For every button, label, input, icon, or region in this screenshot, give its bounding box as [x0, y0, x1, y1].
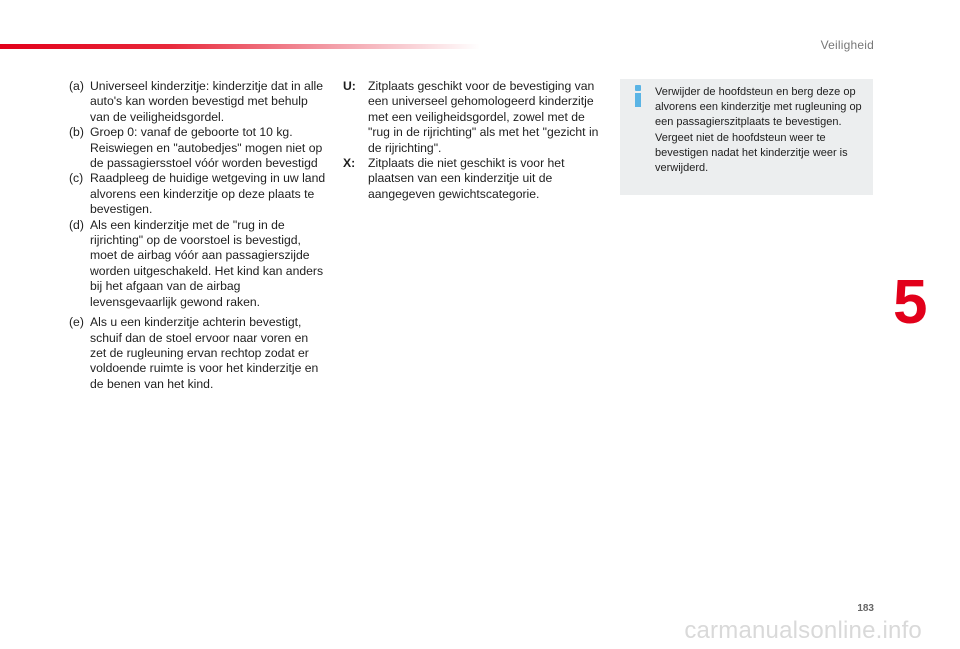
footnote-item [69, 218, 327, 310]
footnote-tag: (b) [69, 125, 84, 140]
legend-text: Zitplaats die niet geschikt is voor het plaatsen van een kinderzitje uit de aangegeven gewichtscategorie. [368, 156, 565, 201]
footnote-text: Raadpleeg de huidige wetgeving in uw land alvorens een kinderzitje op deze plaats te bevestigen. [90, 171, 326, 217]
legend-item [343, 79, 601, 156]
footnote-item [69, 315, 327, 392]
page-number: 183 [857, 603, 874, 614]
watermark: carmanualsonline.info [684, 617, 922, 644]
legend-tag: X: [343, 156, 356, 171]
footnote-tag: (e) [69, 315, 84, 330]
footnote-text: Groep 0: vanaf de geboorte tot 10 kg. Reiswiegen en "autobedjes" mogen niet op de passagiersstoel vóór worden bevestigd [90, 125, 323, 171]
chapter-number: 5 [893, 268, 928, 337]
header-accent-bar [0, 44, 480, 49]
legend-tag: U: [343, 79, 356, 93]
footnote-item [69, 79, 327, 125]
legend-column [343, 79, 601, 202]
footnote-text: Als een kinderzitje met de "rug in de rijrichting" op de voorstoel is bevestigd, moet de airbag vóór aan passagierszijde worden uitgeschakeld. Het kind kan anders bij het afgaan van de airbag levensgevaarlijk gewond raken. [90, 217, 324, 309]
footnote-text: Als u een kinderzitje achterin bevestigt, schuif dan de stoel ervoor naar voren en zet de rugleuning ervan rechtop zodat er voldoende ruimte is voor het kinderzitje en de benen van het kind. [90, 315, 319, 391]
info-text: Verwijder de hoofdsteun en berg deze op alvorens een kinderzitje met rugleuning op een passagierszitplaats te bevestigen. Vergeet niet de hoofdsteun weer te bevestigen nadat het kinderzitje weer is verwijderd. [655, 86, 862, 175]
footnote-tag: (a) [69, 79, 84, 93]
footnote-text: Universeel kinderzitje: kinderzitje dat in alle auto's kan worden bevestigd met behulp van de veiligheidsgordel. [90, 79, 324, 124]
footnotes-column [69, 79, 327, 392]
legend-text: Zitplaats geschikt voor de bevestiging van een universeel gehomologeerd kinderzitje met een veiligheidsgordel, zowel met de "rug in de rijrichting" als met het "gezicht in de rijrichting". [368, 79, 599, 155]
legend-item [343, 156, 601, 202]
section-title: Veiligheid [820, 38, 874, 52]
info-box [620, 79, 873, 195]
info-icon [631, 85, 645, 109]
footnote-item [69, 171, 327, 217]
footnote-tag: (d) [69, 217, 84, 232]
footnote-item [69, 125, 327, 171]
footnote-tag: (c) [69, 171, 84, 186]
